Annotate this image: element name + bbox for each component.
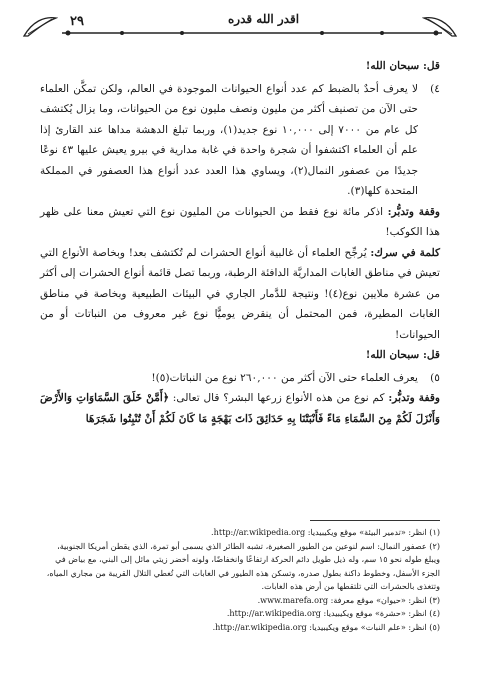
- footnote: (١) انظر: «تدمير البيئة» موقع ويكيبيديا: http://ar.wikipedia.org.: [211, 527, 440, 537]
- footnotes: [40, 526, 440, 634]
- footnote-divider: [310, 520, 440, 521]
- feather-ornament-left-icon: [22, 14, 58, 40]
- footnote: (٤) انظر: «حشرة» موقع ويكيبيديا: http://ar.wikipedia.org.: [226, 608, 440, 618]
- quran-verse: ﴿أَمَّنْ خَلَقَ السَّمَاوَاتِ وَالأَرْضَ وَأَنْزَلَ لَكُمْ مِنَ السَّمَاءِ مَاءً فَأَنْبَتْنَا بِهِ حَدَائِقَ ذَاتَ بَهْجَةٍ مَا كَانَ لَكُمْ أَنْ تُنْبِتُوا شَجَرَهَا: [40, 392, 440, 425]
- item-number: ٥): [430, 371, 440, 384]
- reflection-label: وقفة وتدبُّر:: [387, 205, 440, 218]
- main-text: [40, 56, 440, 429]
- paragraph-text: يعرف العلماء حتى الآن أكثر من ٢٦٠,٠٠٠ نوع من النباتات(٥)!: [151, 371, 418, 384]
- item-number: ٤): [430, 82, 440, 95]
- reflection-label: وقفة وتدبُّر:: [388, 392, 440, 404]
- decorative-rule-ornament: [62, 28, 442, 38]
- footnote: (٢) عصفور النمال: اسم لنوعين من الطيور الصغيرة، تشبه الطائر الذي يسمى أبو تمرة، الذي يقطن أمريكا الجنوبية، ويبلغ طوله نحو ١٥ سم، وله ذيل طويل دائم الحركة ارتفاعًا وانخفاضًا، ولونه أخضر زيتي مائل إلى البني، مع بياض في الجزء الأسفل، وخطوط داكنة بطول صدره، وتسكن هذه الطيور في الغابات التي تُغطي التلال القريبة من مجاري المياه، وتتغذى بالحشرات التي تلتقطها من أرض هذه الغابات.: [46, 540, 440, 591]
- footnote: (٣) انظر: «حيوان» موقع معرفة: www.marefa.org.: [257, 594, 440, 605]
- secret-note-label: كلمة في سرك:: [370, 246, 440, 259]
- numbered-paragraph-4: [40, 79, 440, 202]
- section-heading: قل: سبحان الله!: [365, 349, 440, 361]
- numbered-paragraph-5: [40, 368, 440, 389]
- reflection-paragraph: [40, 388, 440, 429]
- footnote: (٥) انظر: «علم النبات» موقع ويكيبيديا: http://ar.wikipedia.org.: [212, 621, 440, 632]
- running-title: اقدر الله قدره: [228, 12, 300, 26]
- feather-ornament-right-icon: [422, 14, 458, 40]
- reflection-paragraph: [40, 202, 440, 243]
- section-heading: قل: سبحان الله!: [365, 60, 440, 72]
- reflection-text: اذكر مائة نوع فقط من الحيوانات من المليون نوع التي تعيش معنا على ظهر هذا الكوكب!: [40, 205, 440, 238]
- page-number: ٢٩: [70, 14, 84, 29]
- secret-note-paragraph: [40, 243, 440, 346]
- reflection-text: كم نوع من هذه الأنواع زرعها البشر؟ قال تعالى:: [172, 392, 385, 404]
- paragraph-text: لا يعرف أحدٌ بالضبط كم عدد أنواع الحيوانات الموجودة في العالم، ولكن تمكَّن العلماء حتى الآن من تصنيف أكثر من مليون ونصف مليون نوع من الحيوانات، وما يزال يُكتشف كل عام من ٧٠٠٠ إلى ١٠,٠٠٠ نوع جديد(١)، وربما تبلغ الدهشة مداها عند القارئ إذا علم أن العلماء اكتشفوا أن شجرة واحدة في غابة مدارية في بيرو يعيش عليها ٤٣ نوعًا جديدًا من عصفور النمال(٢)، ويساوي هذا العدد عدد أنواع هذا العصفور في المملكة المتحدة كلها(٣).: [40, 82, 418, 197]
- secret-note-text: يُرجِّح العلماء أن غالبية أنواع الحشرات لم تُكتشف بعد! وبخاصة الأنواع التي تعيش في مناطق الغابات المداريَّة الدافئة الرطبة، وربما تصل قائمة أنواع الحشرات إلى أكثر من عشرة ملايين نوع(٤)! ونتيجة للدَّمار الجاري في البيئات الطبيعية وبخاصة في مناطق الغابات المطيرة، فمن المحتمل أن ينقرض يوميًّا نوع غير معروف من النباتات أو من الحيوانات!: [40, 246, 441, 341]
